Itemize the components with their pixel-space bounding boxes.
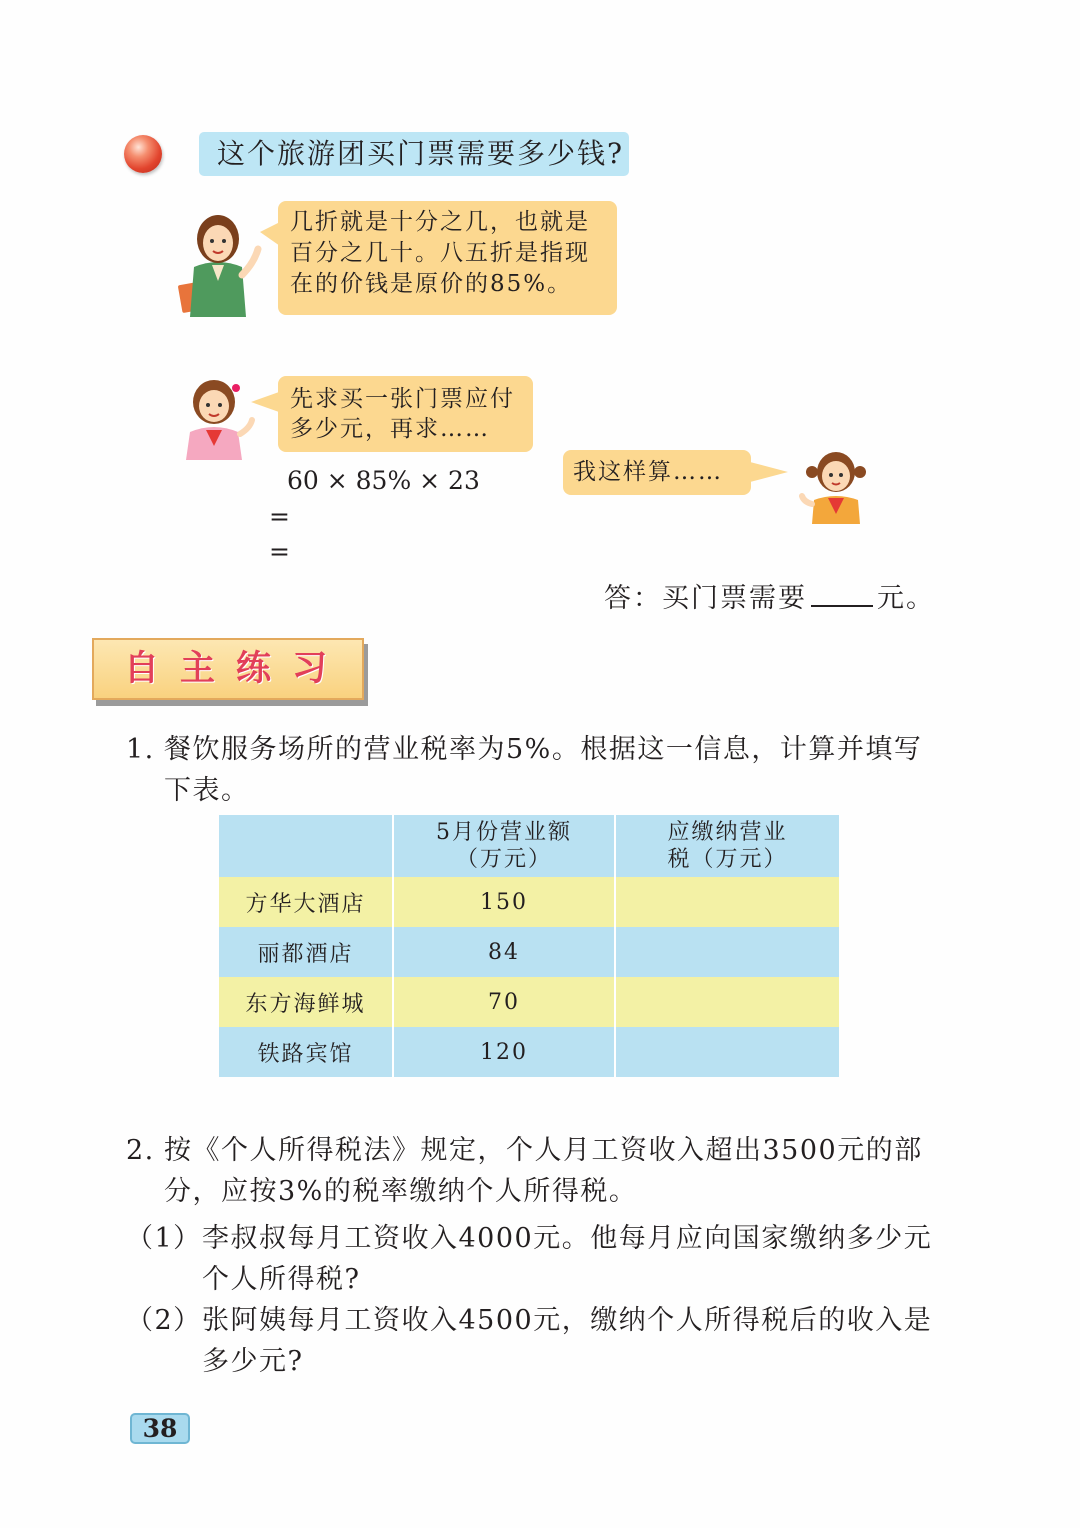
girl2-speech-bubble: 我这样算……	[563, 450, 751, 495]
tax-cell[interactable]	[615, 927, 839, 977]
table-row	[219, 927, 839, 977]
tax-table	[219, 815, 839, 1077]
girl1-speech-bubble: 先求买一张门票应付 多少元，再求……	[278, 376, 533, 452]
calculation-line: 60 × 85% × 23	[287, 466, 480, 495]
answer-prefix: 答：买门票需要	[604, 583, 807, 614]
revenue-cell: 84	[393, 927, 615, 977]
speech-tail	[750, 462, 788, 482]
exercise-number: 1.	[126, 734, 155, 765]
girl-illustration-icon	[798, 444, 874, 524]
hotel-name-cell: 铁路宾馆	[219, 1027, 393, 1077]
exercise-1	[126, 729, 956, 811]
speech-tail	[251, 392, 279, 412]
answer-suffix: 元。	[877, 583, 935, 614]
answer-blank[interactable]	[811, 581, 873, 607]
hotel-name-cell: 方华大酒店	[219, 877, 393, 927]
exercise-2-question-2	[126, 1300, 956, 1382]
question-label: （2）	[126, 1305, 202, 1336]
equals-sign: =	[269, 537, 290, 566]
page-number: 38	[130, 1413, 190, 1444]
red-ball-icon	[124, 135, 162, 173]
hotel-name-cell: 丽都酒店	[219, 927, 393, 977]
question-label: （1）	[126, 1223, 202, 1254]
table-header-row	[219, 815, 839, 877]
revenue-cell: 70	[393, 977, 615, 1027]
speech-tail	[260, 222, 280, 246]
tax-cell[interactable]	[615, 977, 839, 1027]
equals-sign: =	[269, 502, 290, 531]
table-header-cell	[219, 815, 393, 877]
exercise-text: 按《个人所得税法》规定，个人月工资收入超出3500元的部分，应按3%的税率缴纳个人所得税。	[164, 1135, 923, 1207]
section-title: 自主练习	[92, 638, 364, 700]
teacher-illustration-icon	[172, 205, 264, 320]
revenue-cell: 120	[393, 1027, 615, 1077]
question-text: 李叔叔每月工资收入4000元。他每月应向国家缴纳多少元个人所得税?	[202, 1223, 933, 1295]
tax-cell[interactable]	[615, 877, 839, 927]
exercise-2	[126, 1130, 956, 1212]
answer-line	[604, 576, 935, 615]
girl-illustration-icon	[172, 372, 258, 460]
exercise-number: 2.	[126, 1135, 155, 1166]
tax-cell[interactable]	[615, 1027, 839, 1077]
table-row	[219, 877, 839, 927]
table-row	[219, 977, 839, 1027]
exercise-2-question-1	[126, 1218, 956, 1300]
table-header-cell: 应缴纳营业 税（万元）	[615, 815, 839, 877]
revenue-cell: 150	[393, 877, 615, 927]
example-question: 这个旅游团买门票需要多少钱?	[199, 132, 629, 176]
hotel-name-cell: 东方海鲜城	[219, 977, 393, 1027]
teacher-speech-bubble: 几折就是十分之几，也就是 百分之几十。八五折是指现 在的价钱是原价的85%。	[278, 201, 617, 315]
table-row	[219, 1027, 839, 1077]
table-header-cell: 5月份营业额 （万元）	[393, 815, 615, 877]
question-text: 张阿姨每月工资收入4500元，缴纳个人所得税后的收入是多少元?	[202, 1305, 933, 1377]
exercise-text: 餐饮服务场所的营业税率为5%。根据这一信息，计算并填写下表。	[164, 734, 923, 806]
